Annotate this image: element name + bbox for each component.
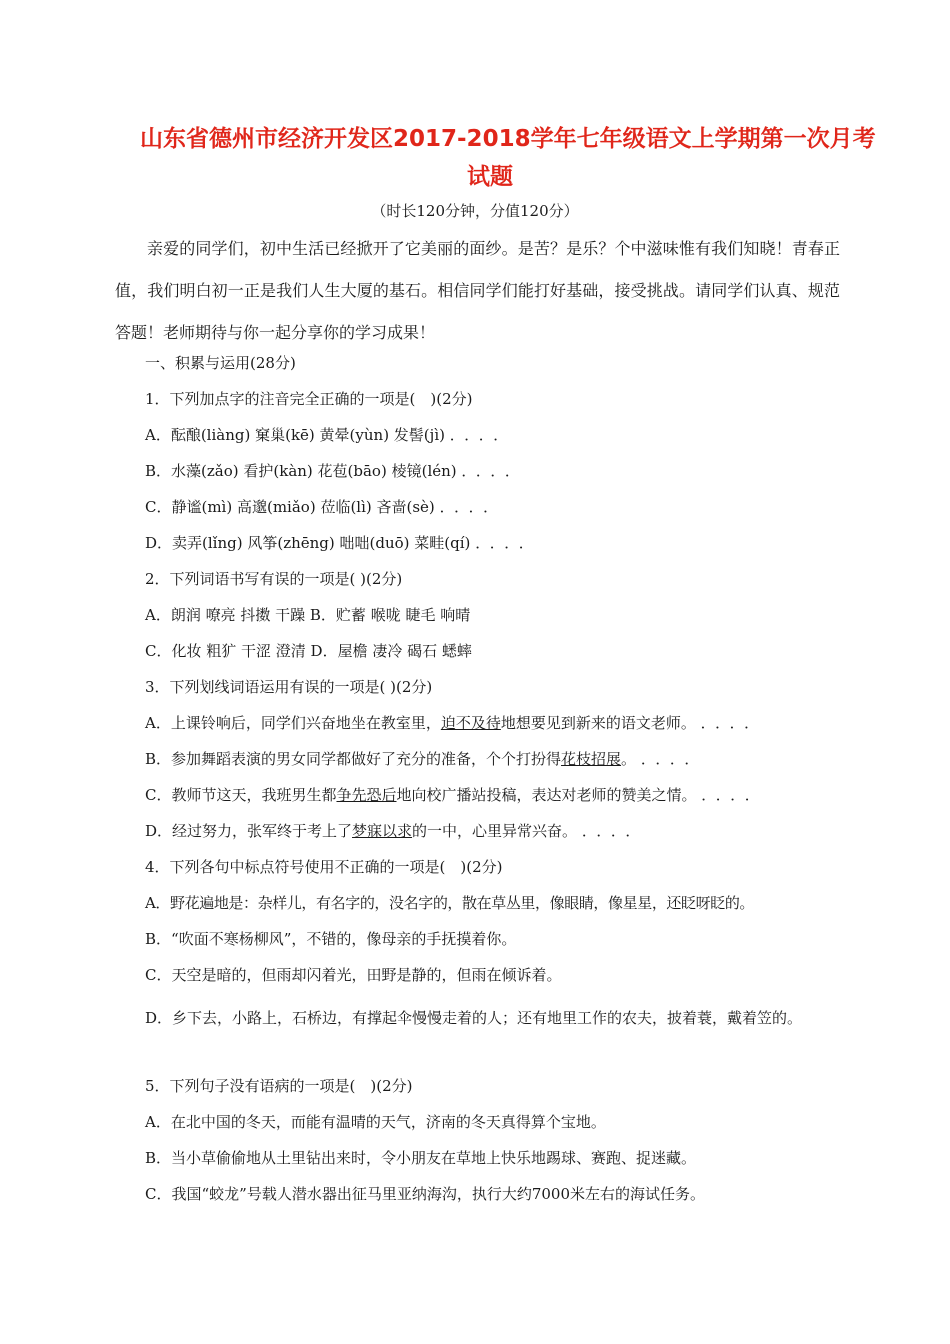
question-3-option-c bbox=[145, 784, 767, 806]
option-text: B．参加舞蹈表演的男女同学都做好了充分的准备，个个打扮得 bbox=[145, 750, 562, 768]
option-text: 。 bbox=[621, 750, 637, 768]
question-2-options-cd: C．化妆 粗犷 干涩 澄清 D．屋檐 凄冷 碣石 蟋蟀 bbox=[145, 642, 472, 660]
question-3-option-a bbox=[145, 712, 766, 734]
emphasis-dots: ．．．． bbox=[640, 750, 707, 768]
question-1-option-a bbox=[145, 424, 515, 446]
question-4-option-b: B．“吹面不寒杨柳风”，不错的，像母亲的手抚摸着你。 bbox=[145, 930, 517, 948]
document-title bbox=[140, 120, 876, 196]
question-1-option-c bbox=[145, 496, 505, 518]
underlined-phrase: 梦寐以求 bbox=[352, 822, 413, 840]
question-1-stem: 1．下列加点字的注音完全正确的一项是( )(2分) bbox=[145, 390, 473, 408]
emphasis-dots: ．．．． bbox=[439, 498, 506, 516]
question-2-stem: 2．下列词语书写有误的一项是( )(2分) bbox=[145, 570, 403, 588]
section-heading: 一、积累与运用(28分) bbox=[145, 354, 296, 372]
option-text: 的一中，心里异常兴奋。 bbox=[412, 822, 578, 840]
underlined-phrase: 争先恐后 bbox=[336, 786, 397, 804]
emphasis-dots: ．．．． bbox=[449, 426, 516, 444]
option-text: 地向校广播站投稿，表达对老师的赞美之情。 bbox=[396, 786, 697, 804]
option-text: C．教师节这天，我班男生都 bbox=[145, 786, 337, 804]
option-text: 地想要见到新来的语文老师。 bbox=[500, 714, 696, 732]
option-text: A．酝酿(liàng) 窠巢(kē) 黄晕(yùn) 发髻(jì) bbox=[145, 426, 445, 444]
question-5-stem: 5．下列句子没有语病的一项是( )(2分) bbox=[145, 1077, 413, 1095]
question-2-options-ab: A．朗润 嘹亮 抖擞 干躁 B．贮蓄 喉咙 睫毛 响晴 bbox=[145, 606, 471, 624]
emphasis-dots: ．．．． bbox=[581, 822, 648, 840]
option-text: D．卖弄(lǐng) 风筝(zhēng) 咄咄(duō) 菜畦(qí) bbox=[145, 534, 471, 552]
question-5-option-b: B．当小草偷偷地从土里钻出来时，令小朋友在草地上快乐地踢球、赛跑、捉迷藏。 bbox=[145, 1149, 697, 1167]
question-4-stem: 4．下列各句中标点符号使用不正确的一项是( )(2分) bbox=[145, 858, 503, 876]
intro-paragraph: 亲爱的同学们，初中生活已经掀开了它美丽的面纱。是苦？是乐？个中滋味惟有我们知晓！青春正值，我们明白初一正是我们人生大厦的基石。相信同学们能打好基础，接受挑战。请同学们认真、规范答题！老师期待与你一起分享你的学习成果！ bbox=[115, 239, 840, 342]
option-text: B．水藻(zǎo) 看护(kàn) 花苞(bāo) 棱镜(lén) bbox=[145, 462, 457, 480]
question-4-option-c: C．天空是暗的，但雨却闪着光，田野是静的，但雨在倾诉着。 bbox=[145, 966, 562, 984]
emphasis-dots: ．．．． bbox=[475, 534, 541, 552]
underlined-phrase: 迫不及待 bbox=[440, 714, 501, 732]
question-1-option-b bbox=[145, 460, 527, 482]
emphasis-dots: ．．．． bbox=[700, 714, 767, 732]
question-3-stem: 3．下列划线词语运用有误的一项是( )(2分) bbox=[145, 678, 433, 696]
option-text: A．上课铃响后，同学们兴奋地坐在教室里， bbox=[145, 714, 441, 732]
emphasis-dots: ．．．． bbox=[701, 786, 767, 804]
title-line-2: 试题 bbox=[467, 164, 513, 190]
underlined-phrase: 花枝招展 bbox=[561, 750, 622, 768]
question-5-option-c: C．我国“蛟龙”号载人潜水器出征马里亚纳海沟，执行大约7000米左右的海试任务。 bbox=[145, 1185, 705, 1203]
option-text: C．静谧(mì) 高邈(miǎo) 莅临(lì) 吝啬(sè) bbox=[145, 498, 435, 516]
question-3-option-d bbox=[145, 820, 647, 842]
option-text: D．经过努力，张军终于考上了 bbox=[145, 822, 353, 840]
exam-duration-note: （时长120分钟，分值120分） bbox=[371, 202, 579, 220]
question-4-option-a: A．野花遍地是：杂样儿，有名字的，没名字的，散在草丛里，像眼睛，像星星，还眨呀眨的。 bbox=[145, 894, 755, 912]
title-line-1: 山东省德州市经济开发区2017-2018学年七年级语文上学期第一次月考 bbox=[140, 126, 876, 152]
question-1-option-d bbox=[145, 532, 541, 554]
question-4-option-d: D．乡下去，小路上，石桥边，有撑起伞慢慢走着的人；还有地里工作的农夫，披着蓑，戴着笠的。 bbox=[145, 1009, 803, 1027]
question-5-option-a: A．在北中国的冬天，而能有温晴的天气，济南的冬天真得算个宝地。 bbox=[145, 1113, 606, 1131]
question-3-option-b bbox=[145, 748, 706, 770]
emphasis-dots: ．．．． bbox=[461, 462, 527, 480]
